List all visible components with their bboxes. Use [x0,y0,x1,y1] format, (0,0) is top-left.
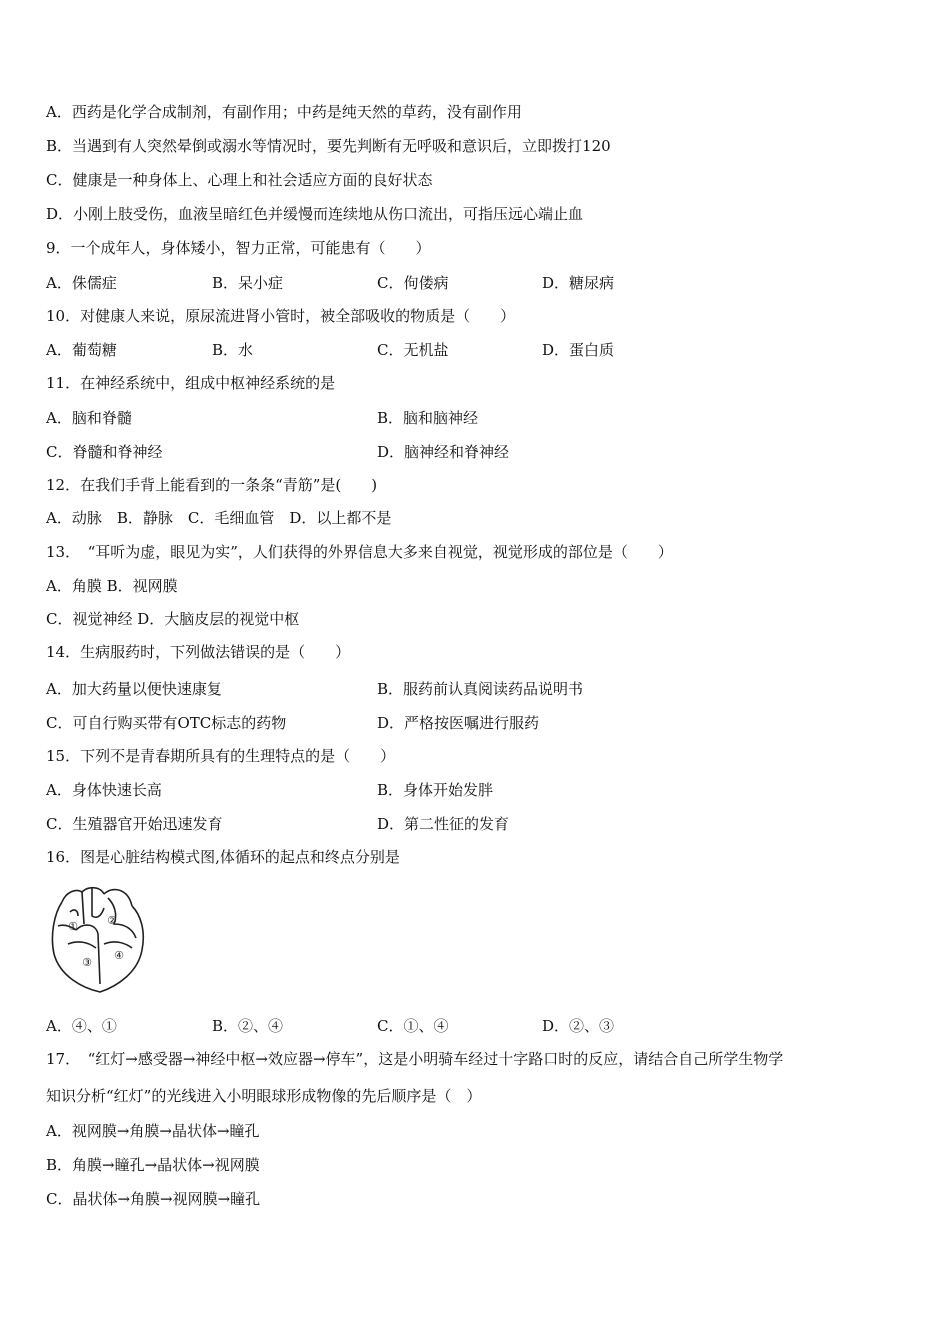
question-16: 16．图是心脏结构模式图,体循环的起点和终点分别是 [46,848,400,866]
q14-option-a: A．加大药量以便快速康复 [46,680,222,698]
q9-option-c: C．佝偻病 [377,274,449,292]
question-11: 11．在神经系统中，组成中枢神经系统的是 [46,374,336,392]
question-17-line1: 17． “红灯→感受器→神经中枢→效应器→停车”，这是小明骑车经过十字路口时的反应，请结合自己所学生物学 [46,1050,784,1068]
figure-label-3: ③ [82,956,92,969]
question-13: 13． “耳听为虚，眼见为实”，人们获得的外界信息大多来自视觉，视觉形成的部位是（ ） [46,543,673,561]
heart-diagram [48,884,148,994]
q15-option-b: B．身体开始发胖 [377,781,494,799]
q16-option-b: B．②、④ [212,1017,284,1035]
figure-label-2: ② [107,914,117,927]
q10-option-b: B．水 [212,341,254,359]
q14-option-d: D．严格按医嘱进行服药 [377,714,540,732]
q17-option-a: A．视网膜→角膜→晶状体→瞳孔 [46,1122,260,1140]
question-14: 14．生病服药时，下列做法错误的是（ ） [46,643,351,661]
q13-options-2: C．视觉神经 D．大脑皮层的视觉中枢 [46,610,300,628]
q10-option-d: D．蛋白质 [542,341,615,359]
question-15: 15．下列不是青春期所具有的生理特点的是（ ） [46,747,396,765]
q15-option-c: C．生殖器官开始迅速发育 [46,815,223,833]
q17-option-c: C．晶状体→角膜→视网膜→瞳孔 [46,1190,261,1208]
option-d-prev: D．小刚上肢受伤，血液呈暗红色并缓慢而连续地从伤口流出，可指压远心端止血 [46,205,584,223]
q15-option-d: D．第二性征的发育 [377,815,510,833]
q11-option-d: D．脑神经和脊神经 [377,443,510,461]
q9-option-b: B．呆小症 [212,274,284,292]
q10-option-c: C．无机盐 [377,341,449,359]
q11-option-c: C．脊髓和脊神经 [46,443,163,461]
q11-option-a: A．脑和脊髓 [46,409,132,427]
q16-option-d: D．②、③ [542,1017,615,1035]
question-9: 9．一个成年人，身体矮小，智力正常，可能患有（ ） [46,239,431,257]
q16-option-c: C．①、④ [377,1017,449,1035]
option-a-prev: A．西药是化学合成制剂，有副作用；中药是纯天然的草药，没有副作用 [46,103,522,121]
question-17-line2: 知识分析“红灯”的光线进入小明眼球形成物像的先后顺序是（ ） [46,1087,482,1105]
q14-option-c: C．可自行购买带有OTC标志的药物 [46,714,287,732]
q13-options-1: A．角膜 B．视网膜 [46,577,178,595]
q9-option-a: A．侏儒症 [46,274,117,292]
question-10: 10．对健康人来说，原尿流进肾小管时，被全部吸收的物质是（ ） [46,307,516,325]
q10-option-a: A．葡萄糖 [46,341,117,359]
figure-label-4: ④ [114,949,124,962]
question-12: 12．在我们手背上能看到的一条条“青筋”是( ) [46,476,378,494]
option-c-prev: C．健康是一种身体上、心理上和社会适应方面的良好状态 [46,171,433,189]
q17-option-b: B．角膜→瞳孔→晶状体→视网膜 [46,1156,260,1174]
option-b-prev: B．当遇到有人突然晕倒或溺水等情况时，要先判断有无呼吸和意识后，立即拨打120 [46,137,611,155]
q15-option-a: A．身体快速长高 [46,781,162,799]
q14-option-b: B．服药前认真阅读药品说明书 [377,680,584,698]
q12-options: A．动脉 B．静脉 C．毛细血管 D．以上都不是 [46,509,392,527]
q9-option-d: D．糖尿病 [542,274,615,292]
q11-option-b: B．脑和脑神经 [377,409,479,427]
q16-option-a: A．④、① [46,1017,117,1035]
figure-label-1: ① [68,920,78,933]
